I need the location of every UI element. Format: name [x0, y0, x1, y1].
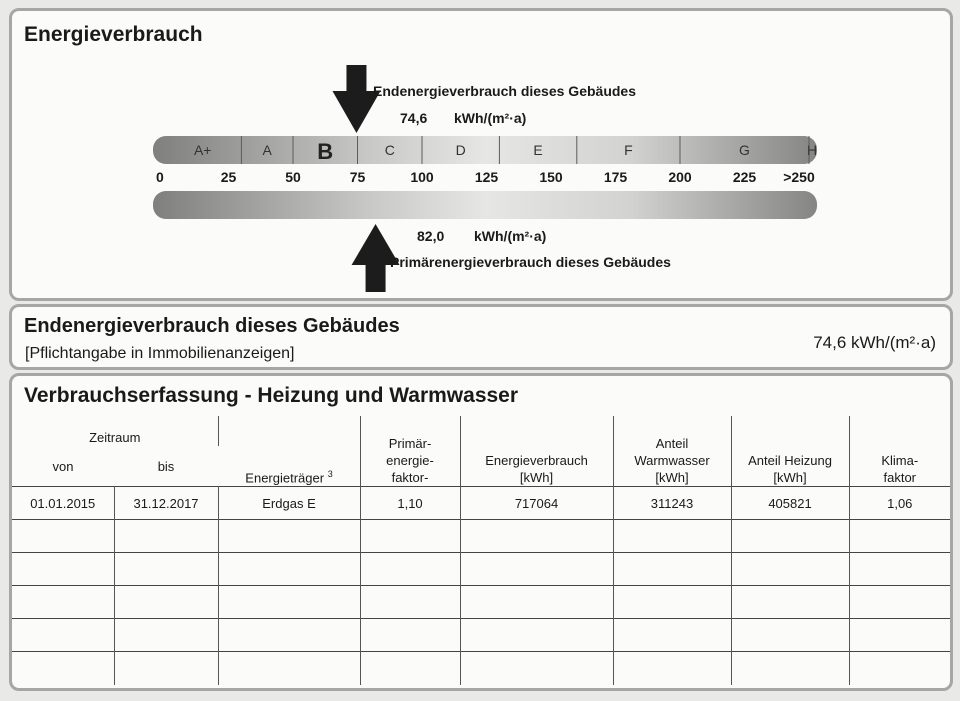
table-cell — [731, 619, 849, 652]
table-row — [12, 652, 950, 685]
table-cell — [114, 652, 218, 685]
class-label-b: B — [317, 139, 334, 164]
header-primaerfaktor: Primär- energie- faktor- — [360, 416, 460, 487]
tick-label: 75 — [349, 169, 366, 185]
table-cell — [12, 586, 114, 619]
class-label-c: C — [384, 142, 395, 158]
table-cell: 31.12.2017 — [114, 487, 218, 520]
table-cell — [12, 619, 114, 652]
table-cell — [849, 652, 950, 685]
table-cell: 01.01.2015 — [12, 487, 114, 520]
tick-label: 200 — [668, 169, 692, 185]
table-cell — [360, 652, 460, 685]
table-body — [12, 487, 950, 685]
table-cell — [849, 586, 950, 619]
tick-label: 150 — [539, 169, 563, 185]
class-label-g: G — [739, 142, 750, 158]
table-cell — [731, 520, 849, 553]
tick-labels — [156, 169, 815, 185]
table-cell — [731, 553, 849, 586]
table-cell — [849, 619, 950, 652]
consumption-record-panel — [9, 373, 953, 691]
table-cell: 405821 — [731, 487, 849, 520]
table-cell — [218, 586, 360, 619]
table-cell — [114, 553, 218, 586]
header-bis: bis — [157, 458, 175, 474]
table-cell — [218, 652, 360, 685]
table-cell — [218, 520, 360, 553]
table-cell — [849, 553, 950, 586]
table-cell — [114, 520, 218, 553]
header-anteil-warmwasser: Anteil Warmwasser [kWh] — [613, 416, 731, 487]
primary-energy-label: Primärenergieverbrauch dieses Gebäudes — [390, 254, 671, 270]
table-cell — [460, 652, 613, 685]
table-cell — [218, 619, 360, 652]
primary-bar — [153, 191, 817, 219]
tick-label: 175 — [603, 169, 628, 185]
final-energy-arrow-icon — [332, 65, 380, 133]
table-cell — [613, 619, 731, 652]
table-cell: 1,06 — [887, 495, 913, 511]
class-label-a: A — [262, 142, 272, 158]
header-von: von — [52, 458, 74, 474]
table-cell — [218, 553, 360, 586]
table-cell — [460, 586, 613, 619]
table-cell — [12, 652, 114, 685]
table-row — [12, 553, 950, 586]
panel-title: Energieverbrauch — [24, 23, 203, 46]
table-cell: Erdgas E — [218, 487, 360, 520]
consumption-title: Verbrauchserfassung - Heizung und Warmwasser — [24, 384, 519, 407]
class-label-h: H — [806, 142, 818, 158]
table-cell — [613, 520, 731, 553]
table-cell — [731, 586, 849, 619]
consumption-table — [12, 416, 950, 685]
tick-label: 50 — [285, 169, 301, 185]
table-cell — [12, 520, 114, 553]
final-energy-panel — [9, 304, 953, 370]
table-row — [12, 619, 950, 652]
class-label-d: D — [455, 142, 466, 158]
energy-consumption-panel — [9, 8, 953, 301]
table-cell — [360, 586, 460, 619]
table-row — [12, 520, 950, 553]
final-energy-value: 74,6 — [400, 110, 428, 126]
primary-energy-unit: kWh/(m²·a) — [474, 228, 547, 244]
table-cell — [460, 520, 613, 553]
tick-label: >250 — [783, 169, 815, 185]
footnote-marker: 3 — [327, 468, 333, 479]
tick-label: 25 — [220, 169, 237, 185]
header-klimafaktor: Klima- faktor — [881, 453, 919, 485]
table-cell — [731, 652, 849, 685]
table-cell — [613, 553, 731, 586]
table-cell: 717064 — [460, 487, 613, 520]
tick-label: 225 — [732, 169, 757, 185]
table-cell — [360, 520, 460, 553]
header-energieverbrauch: Energieverbrauch [kWh] — [460, 416, 613, 487]
table-cell — [613, 586, 731, 619]
table-cell: 311243 — [613, 487, 731, 520]
table-cell — [613, 652, 731, 685]
mandatory-note: [Pflichtangabe in Immobilienanzeigen] — [25, 345, 295, 362]
table-cell — [360, 553, 460, 586]
tick-label: 125 — [474, 169, 499, 185]
class-bar — [153, 136, 817, 164]
final-energy-title: Endenergieverbrauch dieses Gebäudes — [24, 315, 400, 337]
final-energy-total: 74,6 kWh/(m²·a) — [813, 333, 936, 352]
class-label-aplus: A+ — [193, 142, 212, 158]
tick-label: 0 — [156, 169, 164, 185]
table-cell — [460, 619, 613, 652]
table-cell — [114, 619, 218, 652]
class-label-f: F — [624, 142, 633, 158]
table-cell — [360, 619, 460, 652]
table-cell — [12, 553, 114, 586]
table-row — [12, 586, 950, 619]
final-energy-label: Endenergieverbrauch dieses Gebäudes — [373, 83, 636, 99]
header-energietraeger: Energieträger $^3$ — [218, 416, 360, 487]
primary-energy-value: 82,0 — [417, 228, 445, 244]
table-cell: 1,10 — [360, 487, 460, 520]
header-anteil-heizung: Anteil Heizung [kWh] — [731, 416, 849, 487]
final-energy-unit: kWh/(m²·a) — [454, 110, 527, 126]
header-zeitraum: Zeitraum — [12, 416, 218, 446]
table-cell — [460, 553, 613, 586]
class-label-e: E — [533, 142, 543, 158]
table-cell — [849, 520, 950, 553]
table-cell — [114, 586, 218, 619]
table-row — [12, 487, 950, 520]
tick-label: 100 — [410, 169, 434, 185]
